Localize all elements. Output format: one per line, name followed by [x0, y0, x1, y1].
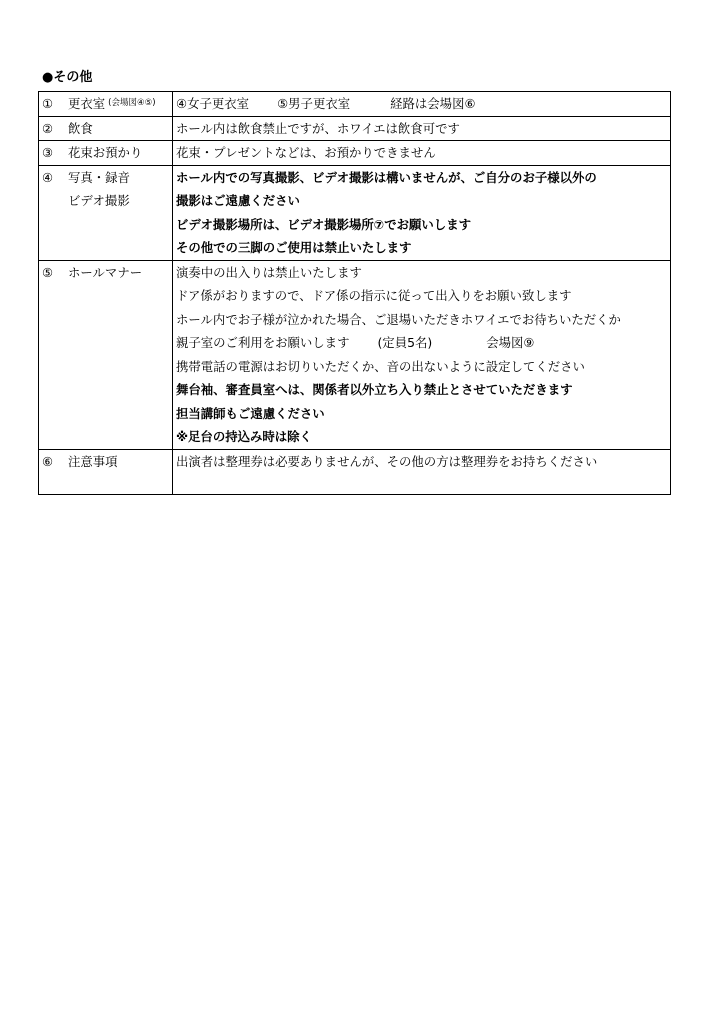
row-content-cell: [173, 449, 671, 494]
row-label: 注意事項: [68, 453, 118, 469]
row-content-cell: [173, 116, 671, 141]
row-label-line2: ビデオ撮影: [68, 193, 130, 208]
row-label-cell: [39, 449, 173, 494]
row-label: 飲食: [68, 120, 93, 136]
content-text: ④女子更衣室: [176, 96, 250, 111]
table-row: [39, 260, 671, 449]
content-text: ドア係がおりますので、ドア係の指示に従って出入りをお願い致します: [176, 288, 572, 303]
content-text: 撮影はご遠慮ください: [176, 193, 300, 208]
content-text: ホール内は飲食禁止ですが、ホワイエは飲食可です: [176, 120, 460, 136]
content-text: 親子室のご利用をお願いします: [176, 335, 350, 350]
content-text: ホール内での写真撮影、ビデオ撮影は構いませんが、ご自分のお子様以外の: [176, 169, 597, 185]
row-label: ホールマナー: [68, 264, 143, 280]
row-number: ⑥: [42, 453, 54, 469]
content-text: ビデオ撮影場所は、ビデオ撮影場所⑦でお願いします: [176, 216, 471, 232]
table-row: [39, 141, 671, 166]
content-text: 経路は会場図⑥: [390, 96, 476, 111]
content-text: 担当講師もご遠慮ください: [176, 405, 325, 421]
content-text: ※足台の持込み時は除く: [176, 429, 312, 444]
info-table: [38, 91, 671, 495]
table-row: [39, 92, 671, 117]
row-label-cell: [39, 165, 173, 260]
row-label-cell: [39, 141, 173, 166]
row-number: ②: [42, 120, 54, 136]
row-label-cell: [39, 92, 173, 117]
row-content-cell: [173, 141, 671, 166]
row-label-cell: [39, 116, 173, 141]
table-row: [39, 116, 671, 141]
content-text: ⑤男子更衣室: [277, 96, 351, 111]
content-text: 演奏中の出入りは禁止いたします: [176, 264, 362, 280]
row-content-cell: [173, 92, 671, 117]
row-label: 写真・録音: [68, 169, 130, 185]
row-label: 花束お預かり: [68, 145, 143, 160]
content-text: 会場図⑨: [486, 335, 535, 350]
row-content-cell: [173, 165, 671, 260]
content-text: その他での三脚のご使用は禁止いたします: [176, 240, 412, 255]
row-label-cell: [39, 260, 173, 449]
table-row: [39, 165, 671, 260]
content-text: 携帯電話の電源はお切りいただくか、音の出ないように設定してください: [176, 358, 585, 374]
row-number: ④: [42, 169, 54, 185]
content-text: ホール内でお子様が泣かれた場合、ご退場いただきホワイエでお待ちいただくか: [176, 311, 621, 327]
content-text: (定員5名): [377, 335, 433, 350]
row-number: ①: [42, 96, 54, 111]
content-text: 花束・プレゼントなどは、お預かりできません: [176, 145, 436, 160]
table-row: [39, 449, 671, 494]
section-heading: ●その他: [42, 70, 93, 85]
row-label: 更衣室: [68, 96, 106, 111]
row-label-note: (会場図④⑤): [108, 98, 156, 108]
content-text: 舞台袖、審査員室へは、関係者以外立ち入り禁止とさせていただきます: [176, 382, 573, 397]
row-number: ③: [42, 145, 54, 160]
row-number: ⑤: [42, 264, 54, 280]
content-text: 出演者は整理券は必要ありませんが、その他の方は整理券をお持ちください: [176, 453, 598, 469]
row-content-cell: [173, 260, 671, 449]
